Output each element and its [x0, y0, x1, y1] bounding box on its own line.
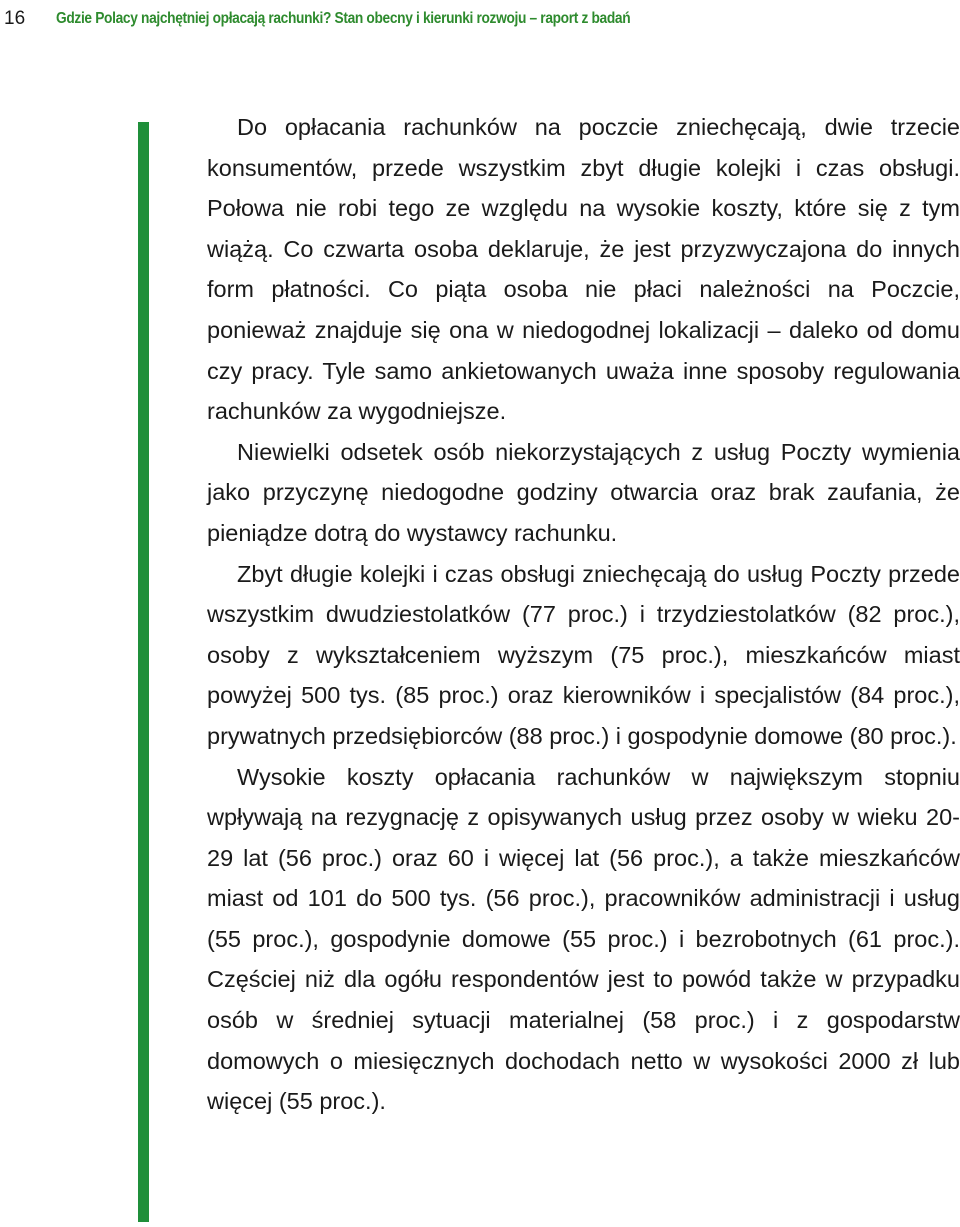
paragraph: Wysokie koszty opłacania rachunków w największym stopniu wpływają na rezygnację z opisywanych usług przez osoby w wieku 20-29 lat (56 proc.) oraz 60 i więcej lat (56 proc.), a także mieszkańców miast od 101 do 500 tys. (56 proc.), pracowników administracji i usług (55 proc.), gospodynie domowe (55 proc.) i bezrobotnych (61 proc.). Częściej niż dla ogółu respondentów jest to powód także w przypadku osób w średniej sytuacji materialnej (58 proc.) i z gospodarstw domowych o miesięcznych dochodach netto w wysokości 2000 zł lub więcej (55 proc.). [207, 763, 960, 1115]
paragraph: Niewielki odsetek osób niekorzystających z usług Poczty wymienia jako przyczynę niedogodne godziny otwarcia oraz brak zaufania, że pieniądze dotrą do wystawcy rachunku. [207, 438, 960, 546]
green-margin-rule [138, 122, 149, 1222]
paragraph: Zbyt długie kolejki i czas obsługi zniechęcają do usług Poczty przede wszystkim dwudziestolatków (77 proc.) i trzydziestolatków (82 proc.), osoby z wykształceniem wyższym (75 proc.), mieszkańców miast powyżej 500 tys. (85 proc.) oraz kierowników i specjalistów (84 proc.), prywatnych przedsiębiorców (88 proc.) i gospodynie domowe (80 proc.). [207, 560, 960, 749]
article-body [207, 107, 960, 1122]
page-header [4, 4, 950, 34]
running-title: Gdzie Polacy najchętniej opłacają rachunki? Stan obecny i kierunki rozwoju – raport z badań [56, 10, 631, 27]
paragraph: Do opłacania rachunków na poczcie zniechęcają, dwie trzecie konsumentów, przede wszystkim zbyt długie kolejki i czas obsługi. Połowa nie robi tego ze względu na wysokie koszty, które się z tym wiążą. Co czwarta osoba deklaruje, że jest przyzwyczajona do innych form płatności. Co piąta osoba nie płaci należności na Poczcie, ponieważ znajduje się ona w niedogodnej lokalizacji – daleko od domu czy pracy. Tyle samo ankietowanych uważa inne sposoby regulowania rachunków za wygodniejsze. [207, 114, 960, 425]
page-number: 16 [4, 8, 26, 29]
